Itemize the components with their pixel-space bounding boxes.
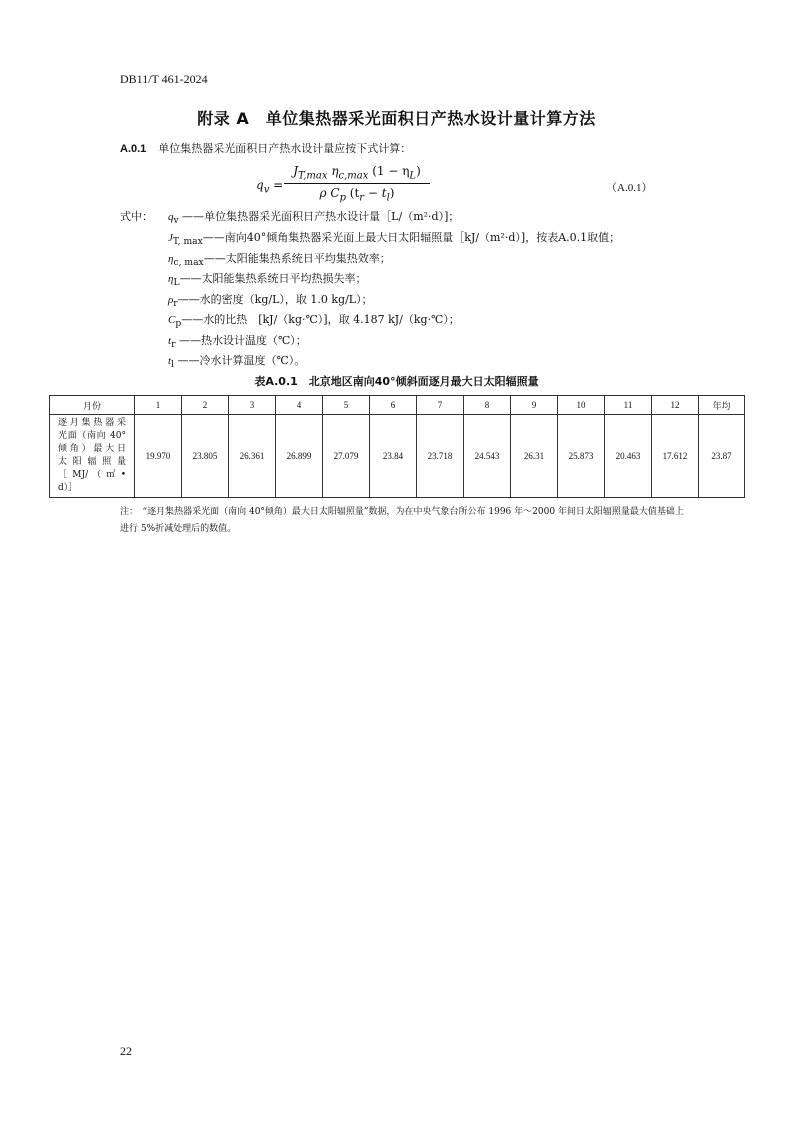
legend-lead: 式中： — [120, 210, 153, 223]
legend-item: $\eta_{c, max}——$太阳能集热系统日平均集热效率； — [168, 252, 391, 269]
value-cell: 26.899 — [276, 415, 323, 498]
legend-item: $C_p——$水的比热 [kJ/（kg·℃）]，取 4.187 kJ/（kg·℃）； — [168, 313, 460, 330]
table-note: 注： “逐月集热器采光面（南向 40°倾角）最大日太阳辐照量”数据，为在中央气象台所公布 1996 年～2000 年间日太阳辐照量最大值基础上进行 5%折减处理后的数值。 — [120, 507, 684, 534]
formula-denominator: ρ $C_p$ $(t_r - t_l)$ — [319, 186, 395, 204]
header-cell: 5 — [323, 396, 370, 415]
radiation-table — [49, 395, 745, 498]
equation-number: （A.0.1） — [606, 182, 653, 194]
value-cell: 26.361 — [229, 415, 276, 498]
legend-item: $t_r$ ——热水设计温度（℃）； — [168, 334, 307, 351]
clause-text: 单位集热器采光面积日产热水设计量应按下式计算： — [158, 142, 412, 155]
value-cell: 24.543 — [464, 415, 511, 498]
document-code: DB11/T 461-2024 — [120, 72, 208, 86]
header-cell: 年均 — [699, 396, 745, 415]
legend-item: $\rho_r——$水的密度（kg/L），取 1.0 kg/L）； — [168, 293, 373, 310]
header-cell: 2 — [182, 396, 229, 415]
row-label-cell: 逐月集热器采 光面（南向 40° 倾角）最大日 太 阳 辐 照 量 ［ MJ/ （ ㎡ • d）］ — [50, 415, 135, 498]
header-cell: 12 — [652, 396, 699, 415]
value-cell: 26.31 — [511, 415, 558, 498]
formula-lhs: $q_v$ = — [256, 178, 284, 196]
value-cell: 23.805 — [182, 415, 229, 498]
legend-item: $t_l$ ——冷水计算温度（℃）。 — [168, 354, 306, 371]
legend-item: $\eta_L——$太阳能集热系统日平均热损失率； — [168, 272, 367, 289]
page-number: 22 — [120, 1044, 132, 1058]
header-cell: 月份 — [50, 396, 135, 415]
header-cell: 10 — [558, 396, 605, 415]
table-row — [50, 415, 745, 498]
value-cell: 25.873 — [558, 415, 605, 498]
value-cell: 23.84 — [370, 415, 417, 498]
header-cell: 3 — [229, 396, 276, 415]
header-cell: 11 — [605, 396, 652, 415]
header-cell: 4 — [276, 396, 323, 415]
value-cell: 20.463 — [605, 415, 652, 498]
header-cell: 1 — [135, 396, 182, 415]
header-cell: 8 — [464, 396, 511, 415]
value-cell: 23.718 — [417, 415, 464, 498]
legend-item: $J_{T, max}——$南向40°倾角集热器采光面上最大日太阳辐照量［kJ/（m²·d）]，按表A.0.1取值； — [168, 231, 621, 248]
table-header-row — [50, 396, 745, 415]
header-cell: 7 — [417, 396, 464, 415]
header-cell: 9 — [511, 396, 558, 415]
header-cell: 6 — [370, 396, 417, 415]
clause-number: A.0.1 — [120, 143, 147, 155]
value-cell: 19.970 — [135, 415, 182, 498]
formula-fraction — [284, 164, 430, 204]
formula-numerator: $J_{T,max}$ $\eta_{c,max}$ $(1 - \eta_L)$ — [293, 164, 421, 182]
value-cell: 27.079 — [323, 415, 370, 498]
value-cell: 17.612 — [652, 415, 699, 498]
legend-item: $q_v$ ——单位集热器采光面积日产热水设计量［L/（m²·d）]； — [168, 210, 460, 227]
value-cell: 23.87 — [699, 415, 745, 498]
clause-a01 — [120, 140, 411, 156]
table-title: 表A.0.1 北京地区南向40°倾斜面逐月最大日太阳辐照量 — [254, 375, 539, 388]
appendix-title: 附录 A 单位集热器采光面积日产热水设计量计算方法 — [197, 109, 596, 128]
